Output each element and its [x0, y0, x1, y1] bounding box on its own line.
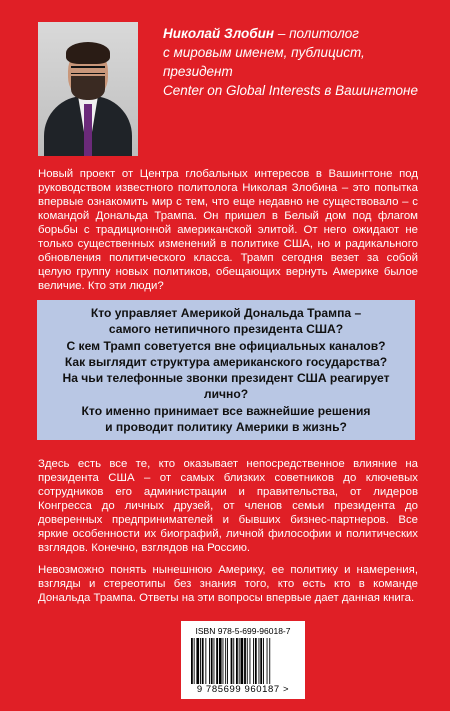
barcode-stripe — [247, 638, 248, 684]
barcode-stripe — [202, 638, 204, 684]
barcode-stripe — [236, 638, 238, 684]
question-line: С кем Трамп советуется вне официальных каналов? — [66, 338, 386, 353]
barcode-stripe — [227, 638, 228, 684]
author-line-1 — [163, 24, 438, 43]
barcode-bars — [191, 638, 295, 684]
barcode-stripe — [191, 638, 193, 684]
author-photo — [38, 22, 138, 156]
barcode-stripe — [239, 638, 240, 684]
isbn-text: ISBN 978-5-699-96018-7 — [195, 626, 291, 636]
barcode-stripe — [267, 638, 268, 684]
author-bio — [163, 24, 438, 100]
barcode-stripe — [255, 638, 257, 684]
question-line: Как выглядит структура американского государства? — [64, 354, 388, 369]
barcode-stripe — [211, 638, 213, 684]
question-line: и проводит политику Америки в жизнь? — [105, 420, 347, 435]
question-line: Кто именно принимает все важнейшие решения — [81, 403, 371, 418]
photo-glasses — [71, 66, 105, 74]
barcode-digits: 9 785699 960187 > — [196, 684, 290, 695]
closing-paragraph: Невозможно понять нынешнюю Америку, ее политику и намерения, взгляды и стереотипы без знания того, кто есть кто в команде Дональда Трампа. Ответы на эти вопросы впервые дает данная книга. — [38, 564, 418, 604]
question-line: Кто управляет Америкой Дональда Трампа – — [90, 306, 362, 320]
barcode-label — [181, 621, 305, 699]
barcode-stripe — [253, 638, 254, 684]
barcode-stripe — [200, 638, 201, 684]
barcode-stripe — [233, 638, 234, 684]
questions-box — [37, 300, 415, 440]
barcode-stripe — [194, 638, 195, 684]
barcode-stripe — [214, 638, 215, 684]
details-paragraph: Здесь есть все те, кто оказывает непосредственное влияние на президента США – от самых близких советников до ключевых сотрудников его администрации и правительства, от лидеров Конгресса до личных друзей, от членов семьи президента до доверенных предпринимателей и бывших бизнес-партнеров. Все яркие особенности их биографий, личной философии и политических взглядов. Конечно, взглядов на Россию. — [38, 458, 418, 554]
barcode-stripe — [196, 638, 199, 684]
barcode-stripe — [244, 638, 246, 684]
author-line-2: с мировым именем, публицист, президент — [163, 45, 365, 79]
barcode-stripe — [250, 638, 251, 684]
barcode-stripe — [241, 638, 244, 684]
photo-hair — [66, 42, 110, 64]
question-line: самого нетипичного президента США? — [108, 322, 344, 337]
intro-paragraph: Новый проект от Центра глобальных интересов в Вашингтоне под руководством известного политолога Николая Злобина – это попытка впервые ознакомить мир с тем, что еще недавно не существовало – с командой Дональда Трампа. Он пришел в Белый дом под флагом борьбы с традиционной американской элитой. От него ожидают не только существенных изменений в политике США, но и радикального обновления политического класса. Трамп сегодня везет за собой целую группу новых политиков, обещающих вернуть Америке былое величие. Кто эти люди? — [38, 168, 418, 292]
barcode-stripe — [263, 638, 264, 684]
barcode-stripe — [259, 638, 260, 684]
barcode-stripe — [209, 638, 210, 684]
barcode-stripe — [216, 638, 218, 684]
barcode-stripe — [205, 638, 206, 684]
question-line: На чьи телефонные звонки президент США реагирует лично? — [62, 371, 390, 402]
photo-tie — [84, 104, 92, 156]
barcode-stripe — [223, 638, 224, 684]
barcode-stripe — [269, 638, 270, 684]
author-role: – политолог — [274, 26, 359, 41]
photo-beard — [71, 76, 105, 100]
barcode-stripe — [260, 638, 262, 684]
author-name: Николай Злобин — [163, 26, 275, 41]
barcode-stripe — [225, 638, 226, 684]
author-line-3: Center on Global Interests в Вашингтоне — [163, 83, 418, 98]
barcode-stripe — [231, 638, 233, 684]
barcode-stripe — [219, 638, 222, 684]
